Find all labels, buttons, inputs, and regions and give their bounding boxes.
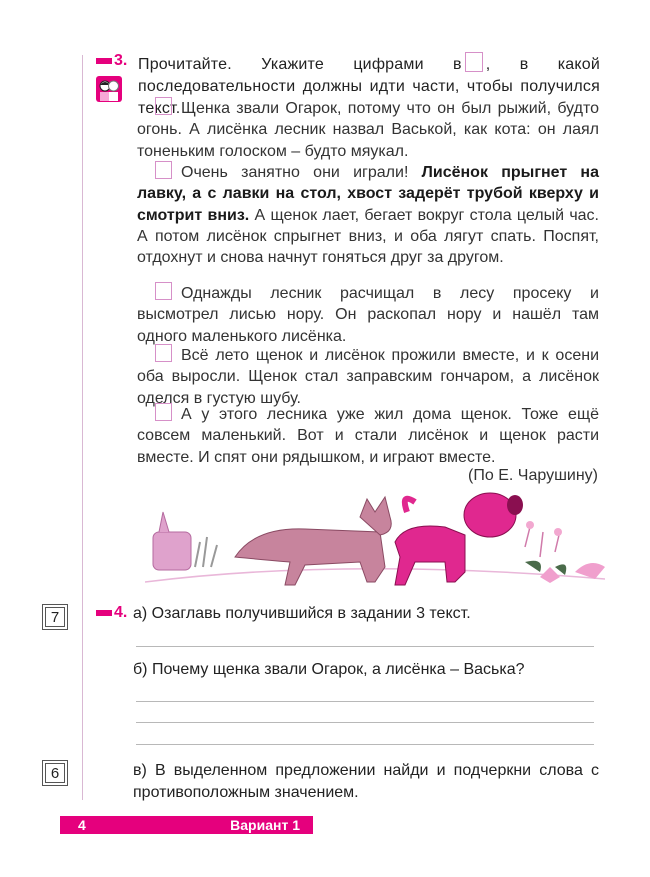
answer-line-4b-3[interactable] bbox=[136, 744, 594, 745]
task-4-number: 4. bbox=[114, 604, 128, 621]
variant-label: Вариант 1 bbox=[230, 817, 300, 833]
paragraph-2: Очень занятно они играли! Лисёнок прыгнет на лавку, а с лавки на стол, хвост задерёт трубой кверху и смотрит вниз. А щенок лает, бегает вокруг стола целый час. А потом лисёнок спрыгнет вниз, и оба лягут спать. Поспят, отдохнут и снова начнут гоняться друг за другом. bbox=[137, 161, 599, 268]
example-box-icon bbox=[465, 52, 483, 72]
score-box-task-4a: 7 bbox=[42, 604, 68, 630]
paragraph-4: Всё лето щенок и лисёнок прожили вместе, и к осени оба выросли. Щенок стал заправским гончаром, а лисёнок оделся в густую шубу. bbox=[137, 344, 599, 409]
task-3-number: 3. bbox=[114, 52, 128, 69]
answer-line-4b-2[interactable] bbox=[136, 722, 594, 723]
answer-line-4a[interactable] bbox=[136, 646, 594, 647]
question-4a: а) Озаглавь получившийся в задании 3 текст. bbox=[133, 605, 471, 622]
order-input-5[interactable] bbox=[155, 403, 172, 421]
order-input-3[interactable] bbox=[155, 282, 172, 300]
highlighted-sentence: Лисёнок прыгнет на лавку, а с лавки на стол, хвост задерёт трубой кверху и смотрит вниз. bbox=[137, 164, 599, 224]
answer-line-4b-1[interactable] bbox=[136, 701, 594, 702]
author-attribution: (По Е. Чарушину) bbox=[468, 467, 598, 484]
fox-and-puppy-illustration bbox=[145, 487, 605, 587]
page-number: 4 bbox=[78, 817, 86, 833]
task-3-instruction: Прочитайте. Укажите цифрами в , в какой последовательности должны идти части, чтобы получился текст. bbox=[138, 52, 600, 120]
pair-work-icon bbox=[96, 76, 122, 102]
order-input-1[interactable] bbox=[155, 97, 172, 115]
page-footer bbox=[60, 816, 313, 834]
paragraph-3: Однажды лесник расчищал в лесу просеку и высмотрел лисью нору. Он раскопал нору и нашёл там одного маленького лисёнка. bbox=[137, 282, 599, 347]
margin-line bbox=[82, 55, 83, 800]
paragraph-1: Щенка звали Огарок, потому что он был рыжий, будто огонь. А лисёнка лесник назвал Васькой, как кота: он лаял тоненьким голоском – будто мяукал. bbox=[137, 97, 599, 162]
question-4c: в) В выделенном предложении найди и подчеркни слова с противоположным значением. bbox=[133, 762, 599, 801]
task-3-marker bbox=[96, 52, 127, 70]
task-bar-icon bbox=[96, 58, 112, 64]
paragraph-5: А у этого лесника уже жил дома щенок. Тоже ещё совсем маленький. Вот и стали лисёнок и щенок расти вместе. И спят они рядышком, и играют вместе. bbox=[137, 403, 599, 468]
task-bar-icon bbox=[96, 610, 112, 616]
score-box-task-4c: 6 bbox=[42, 760, 68, 786]
task-4-marker bbox=[96, 604, 127, 622]
order-input-4[interactable] bbox=[155, 344, 172, 362]
question-4b: б) Почему щенка звали Огарок, а лисёнка – Васька? bbox=[133, 661, 525, 678]
order-input-2[interactable] bbox=[155, 161, 172, 179]
